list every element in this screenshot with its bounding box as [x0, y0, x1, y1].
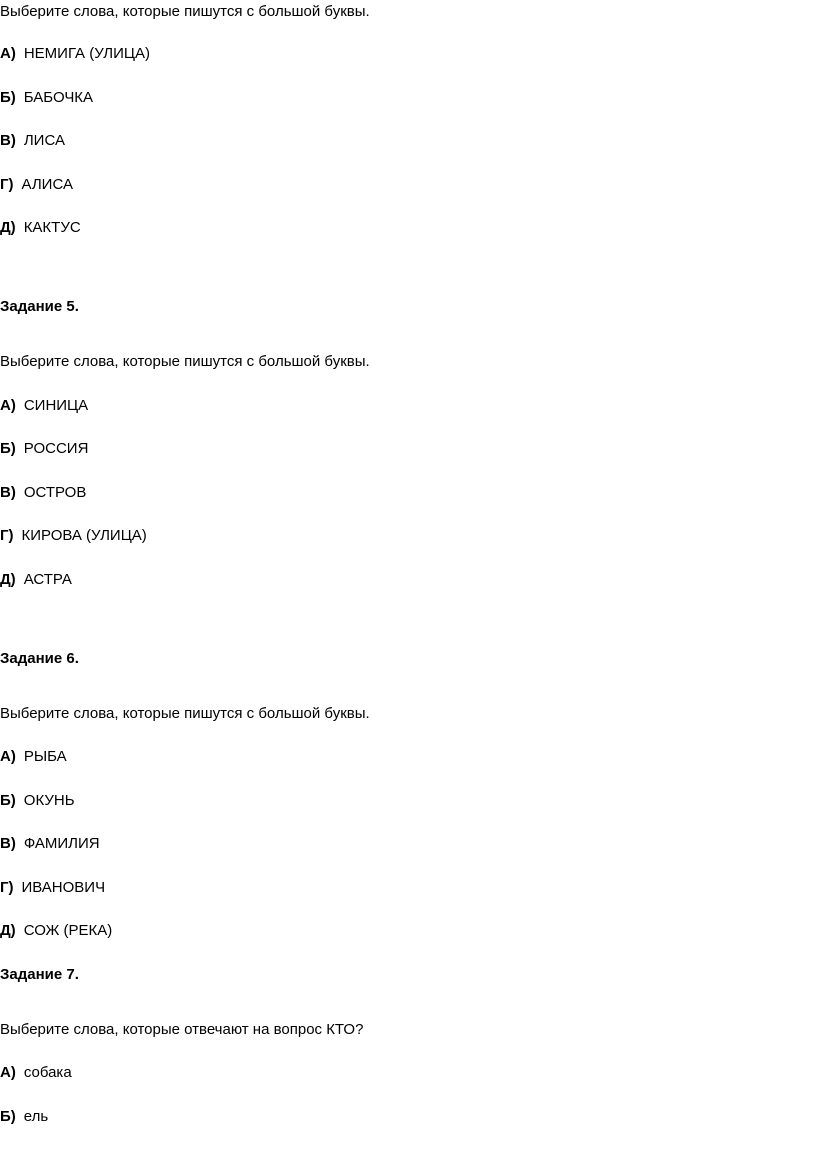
- option-letter: Д): [0, 922, 16, 939]
- option-text: ОКУНЬ: [23, 792, 75, 809]
- option-letter: Д): [0, 219, 16, 236]
- option-letter: Г): [0, 176, 14, 193]
- option-b: [0, 88, 93, 108]
- option-text: СИНИЦА: [23, 397, 89, 414]
- option-letter: Д): [0, 571, 16, 588]
- option-text: ФАМИЛИЯ: [23, 835, 100, 852]
- option-text: РОССИЯ: [23, 440, 89, 457]
- option-text: ИВАНОВИЧ: [21, 879, 106, 896]
- option-letter: Г): [0, 879, 14, 896]
- option-d: [0, 218, 81, 238]
- option-a: [0, 1063, 72, 1083]
- task-7-question: Выберите слова, которые отвечают на вопрос КТО?: [0, 1021, 364, 1038]
- option-b: [0, 1107, 48, 1127]
- option-text: КИРОВА (УЛИЦА): [21, 527, 147, 544]
- option-text: КАКТУС: [23, 219, 81, 236]
- option-letter: В): [0, 132, 16, 149]
- option-letter: А): [0, 397, 16, 414]
- task-5-question: Выберите слова, которые пишутся с большой буквы.: [0, 353, 370, 370]
- option-g: [0, 175, 73, 195]
- option-letter: В): [0, 835, 16, 852]
- option-v: [0, 834, 100, 854]
- option-letter: А): [0, 1064, 16, 1081]
- option-letter: В): [0, 484, 16, 501]
- option-text: АСТРА: [23, 571, 72, 588]
- option-v: [0, 131, 65, 151]
- task-7-title: Задание 7.: [0, 966, 79, 983]
- option-text: РЫБА: [23, 748, 67, 765]
- option-letter: А): [0, 748, 16, 765]
- option-text: ОСТРОВ: [23, 484, 87, 501]
- option-letter: А): [0, 45, 16, 62]
- option-text: ель: [23, 1108, 49, 1125]
- option-a: [0, 396, 88, 416]
- question-text: Выберите слова, которые пишутся с большой буквы.: [0, 3, 370, 20]
- option-b: [0, 439, 88, 459]
- option-text: ЛИСА: [23, 132, 65, 149]
- option-text: собака: [23, 1064, 72, 1081]
- option-g: [0, 878, 105, 898]
- option-b: [0, 791, 75, 811]
- option-a: [0, 747, 67, 767]
- option-g: [0, 526, 147, 546]
- option-letter: Г): [0, 527, 14, 544]
- option-letter: Б): [0, 89, 16, 106]
- option-text: АЛИСА: [21, 176, 73, 193]
- option-text: СОЖ (РЕКА): [23, 922, 113, 939]
- task-6-question: Выберите слова, которые пишутся с большой буквы.: [0, 705, 370, 722]
- option-a: [0, 44, 150, 64]
- option-d: [0, 921, 112, 941]
- option-v: [0, 483, 86, 503]
- task-6-title: Задание 6.: [0, 650, 79, 667]
- task-5-title: Задание 5.: [0, 298, 79, 315]
- option-letter: Б): [0, 440, 16, 457]
- option-letter: Б): [0, 792, 16, 809]
- option-text: НЕМИГА (УЛИЦА): [23, 45, 150, 62]
- option-text: БАБОЧКА: [23, 89, 94, 106]
- option-d: [0, 570, 72, 590]
- option-letter: Б): [0, 1108, 16, 1125]
